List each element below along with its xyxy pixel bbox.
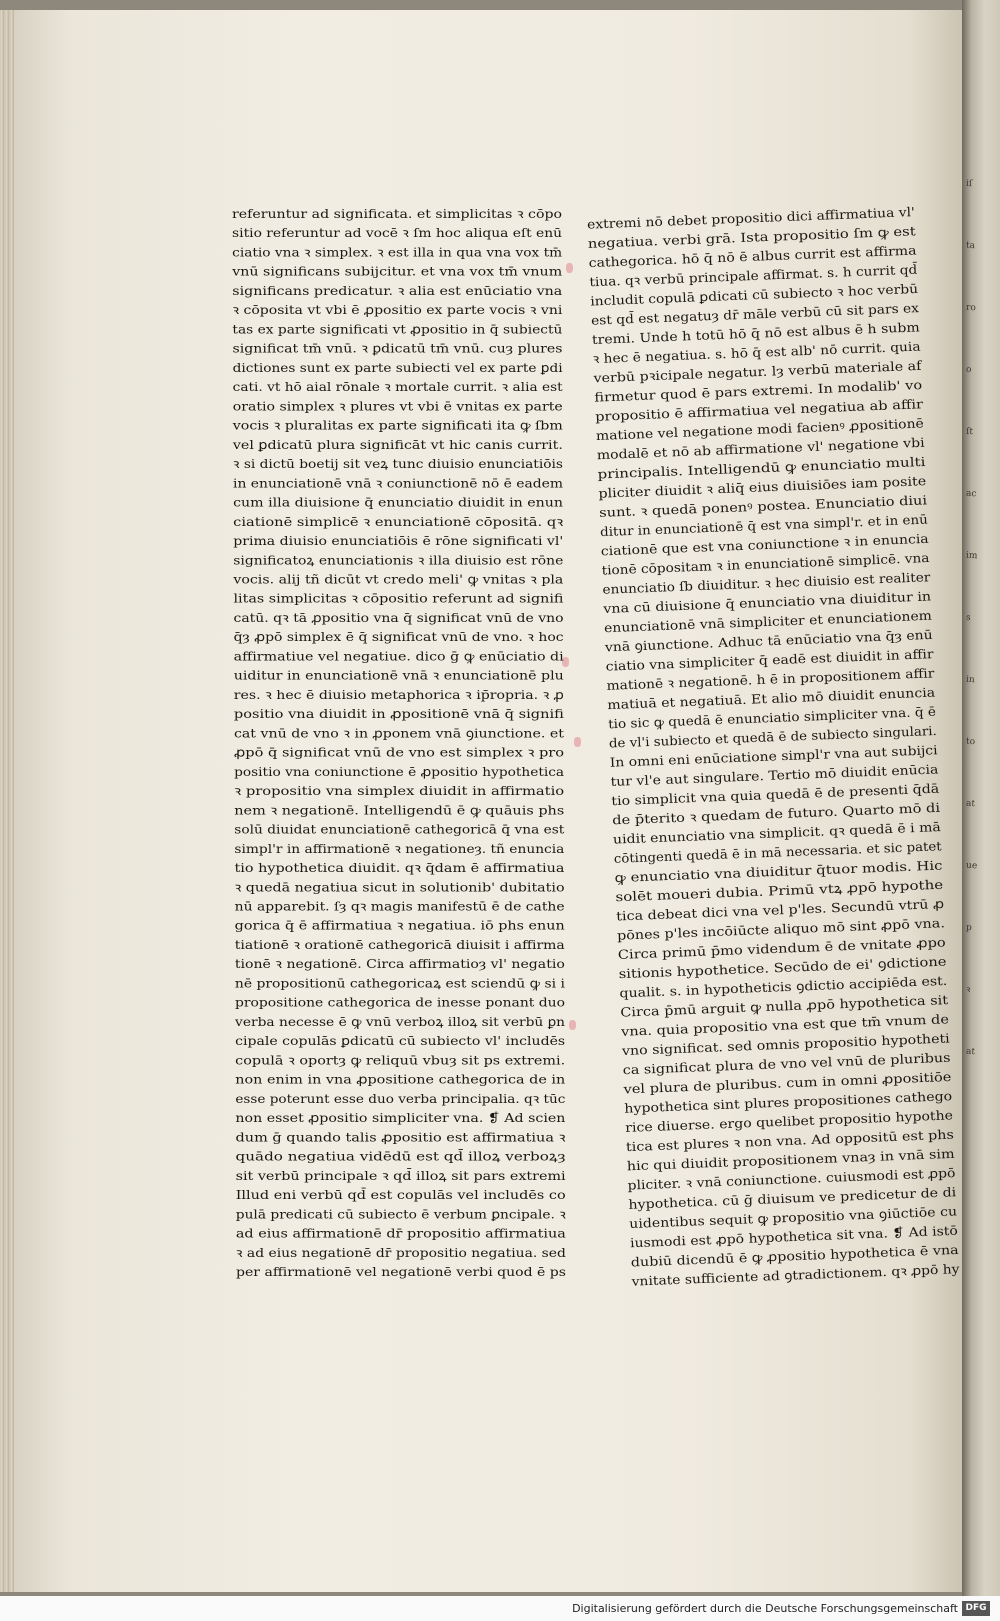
text-line: nū apparebit. ſȝ qꝛ magis manifestū ē de cathe [234, 898, 565, 914]
text-line: ciatio vna ꝛ simplex. ꝛ est illa in qua vna vox tm̄ [232, 244, 563, 260]
text-line: vna cū diuisione q̄ enunciatio vna diuiditur in [602, 590, 891, 617]
text-line: esse poterunt esse duo verba principalia. qꝛ tūc [235, 1090, 566, 1106]
text-line: propositio ē affirmatiua vel negatiua ab affir [594, 398, 877, 424]
text-line: uidit enunciatio vna simplicit. qꝛ quedā ē i mā [612, 820, 905, 847]
text-line: mationē ꝛ negationē. h ē in propositionem affir [606, 666, 904, 693]
facing-page-fragment: im [965, 550, 978, 562]
facing-page-fragment: in [965, 674, 976, 686]
text-line: Illud eni verbū qd̄ est copulās vel includēs co [235, 1187, 566, 1203]
text-line: qualit. s. in hypotheticis ꝯdictio accipiēda est. [619, 974, 910, 1001]
text-line: includit copulā ꝑdicati cū subiecto ꝛ hoc verbū [590, 282, 886, 309]
text-line: enunciatio ſb diuiditur. ꝛ hec diuisio est realiter [602, 570, 904, 597]
text-line: cati. vt hō aial rōnale ꝛ mortale currit. ꝛ alia est [232, 379, 563, 395]
text-line: verba necesse ē ꝙ vnū verboꝝ illoꝝ sit verbū ꝑn [235, 1013, 535, 1029]
text-line: matione vel negatione modi facienꝰ ꝓpositionē [595, 416, 891, 444]
text-line: nē propositionū cathegoricaꝝ est sciendū ꝙ si i [234, 975, 532, 991]
dfg-logo: DFG [962, 1601, 990, 1616]
text-line: vocis ꝛ pluralitas ex parte significati ita ꝙ ſbm [232, 417, 524, 433]
text-line: pulā predicati cū subiecto ē verbum ꝑncipale. ꝛ [235, 1206, 566, 1222]
text-line: simpl'r in affirmationē ꝛ negationeȝ. tñ enuncia [234, 840, 565, 856]
text-line: cipale copulās ꝑdicatū cū subiecto vl' includēs [235, 1033, 566, 1049]
text-line: uidentibus sequit ꝙ propositio vna ꝯiūctiōe cu [628, 1204, 921, 1232]
text-line: est qd̄ est negatuȝ dr̄ māle verbū cū sit pars ex [590, 301, 890, 328]
text-line: tur vl'e aut singulare. Tertio mō diuidit enūcia [610, 762, 903, 789]
text-line: propositione cathegorica de inesse ponant duo [234, 994, 565, 1010]
text-line: ꝙ enunciatio vna diuiditur q̄tuor modis. Hic [614, 859, 891, 886]
text-line: vnā ꝯiunctione. Adhuc tā enūciatio vna q̄ȝ enū [604, 628, 898, 655]
text-line: cōtingenti quedā ē in mā necessaria. et sic patet [613, 839, 922, 866]
facing-page-fragment: to [965, 736, 976, 748]
text-line: tio simplicit vna quia quedā ē de presenti q̄dā [611, 782, 902, 809]
text-line: In omni eni enūciatione simpl'r vna aut subijci [609, 743, 904, 770]
text-line: vno significat. sed omnis propositio hypotheti [621, 1032, 911, 1059]
text-line: cum illa diuisione q̄ enunciatio diuidit in enun [233, 494, 564, 510]
text-line: significatoꝝ enunciationis ꝛ illa diuisio est rōne [233, 552, 564, 568]
text-line: vocis. alij tñ dicūt vt credo meli' ꝙ vnitas ꝛ pla [233, 571, 526, 587]
text-line: solēt moueri dubia. Primū vtꝝ ꝓpō hypothe [615, 878, 888, 905]
text-line: vnitate sufficiente ad ꝯtradictionem. qꝛ ꝓpō hy [631, 1262, 928, 1289]
text-line: vnū significans subijcitur. et vna vox tm̄ vnum [231, 263, 563, 279]
text-line: quādo negatiua vidēdū est qd̄ illoꝝ verboꝝȝ [235, 1148, 566, 1164]
text-line: ꝛ hec ē negatiua. s. hō q̄ est alb' nō currit. quia [592, 339, 891, 367]
text-line: ꝛ si dictū boetij sit veꝝ tunc diuisio enunciatiōis [232, 456, 563, 472]
text-line: enunciationē vnā simpliciter et enunciationem [603, 608, 899, 636]
text-line: Circa primū p̄mo videndum ē de vnitate ꝓpo [617, 936, 900, 962]
text-line: hypothetica sint plures propositiones cathego [624, 1089, 915, 1116]
text-line: tica debeat dici vna vel p'les. Secundū vtrū ꝓ [615, 897, 904, 924]
text-line: ꝛ cōposita vt vbi ē ꝓpositio ex parte vocis ꝛ vni [232, 302, 563, 318]
text-line: per affirmationē vel negationē verbi quod ē ps [236, 1264, 566, 1279]
text-line: gorica q̄ ē affirmatiua ꝛ negatiua. iō phs enun [234, 917, 565, 933]
text-line: vel plura de pluribus. cum in omni ꝓpositiōe [623, 1070, 906, 1097]
text-line: litas simplicitas ꝛ cōpositio referunt ad signifi [233, 590, 565, 606]
text-line: solū diuidat enunciationē cathegoricā q̄ vna est [234, 821, 565, 837]
text-line: catū. qꝛ tā ꝓpositio vna q̄ significat vnū de vno [233, 609, 564, 625]
text-line: tio hypothetica diuidit. qꝛ q̄dam ē affirmatiua [234, 860, 566, 876]
text-line: dictiones sunt ex parte subiecti vel ex parte ꝑdi [232, 359, 563, 375]
text-line: non esset ꝓpositio simpliciter vna. ❡ Ad scien [235, 1110, 566, 1126]
facing-page-fragment: at [965, 798, 976, 810]
text-line: nem ꝛ negationē. Intelligendū ē ꝙ quāuis phs [234, 802, 521, 818]
right-text-column [586, 204, 961, 1289]
text-line: extremi nō debet propositio dici affirmatiua vl' [586, 205, 883, 232]
facing-page-fragment: o [965, 364, 972, 376]
text-line: prima diuisio enunciatiōis ē rōne significati vl' [233, 533, 564, 549]
text-line: oratio simplex ꝛ plures vt vbi ē vnitas ex parte [232, 398, 563, 414]
text-line: ciatio vna simpliciter q̄ eadē est diuidit in affir [605, 647, 900, 674]
text-line: de vl'i subiecto et quedā ē de subiecto singulari. [608, 723, 916, 751]
text-line: uiditur in enunciationē vnā ꝛ enunciationē plu [233, 667, 564, 683]
text-line: q̄ȝ ꝓpō simplex ē q̄ significat vnū de vno. ꝛ hoc [233, 629, 564, 645]
text-line: de p̄terito ꝛ quedam de futuro. Quarto mō di [611, 801, 894, 828]
text-line: ciationē que est vna coniunctione ꝛ in enuncia [600, 532, 894, 559]
text-line: significat tm̄ vnū. ꝛ ꝑdicatū tm̄ vnū. cuȝ plures [232, 340, 563, 356]
facing-page-fragment: ro [965, 302, 977, 314]
text-line: non enim in vna ꝓpositione cathegorica de in [235, 1071, 566, 1087]
facing-page-fragment: ta [965, 240, 976, 252]
text-line: vel ꝑdicatū plura significāt vt hic canis currit. [231, 436, 563, 452]
text-line: dum ḡ quando talis ꝓpositio est affirmatiua ꝛ [235, 1129, 566, 1145]
text-line: tiua. qꝛ verbū principale affirmat. s. h currit qd̄ [589, 262, 890, 290]
facing-page-fragment: ꝛ [965, 984, 971, 996]
text-line: sunt. ꝛ quedā ponenꝰ postea. Enunciatio diui [598, 494, 882, 520]
text-line: negatiua. verbi grā. Ista propositio ſm ꝙ est [587, 225, 866, 251]
text-line: affirmatiue vel negatiue. dico ḡ ꝙ enūciatio di [233, 648, 524, 664]
text-line: iusmodi est ꝓpō hypothetica sit vna. ❡ Ad istō [629, 1224, 923, 1251]
facing-page-fragment: ue [965, 860, 978, 872]
facing-page-fragment: iſ [965, 178, 973, 190]
text-line: tionē cōpositam ꝛ in enunciationē simplicē. vna [601, 551, 902, 578]
text-line: sitionis hypothetice. Secūdo de ei' ꝯdictione [618, 955, 898, 982]
text-line: pliciter. ꝛ vnā coniunctione. cuiusmodi est ꝓpō [627, 1166, 922, 1193]
text-line: ꝛ quedā negatiua sicut in solutionib' dubitatio [234, 879, 565, 895]
text-line: tio sic ꝙ quedā ē enunciatio simpliciter vna. q̄ ē [607, 704, 910, 732]
text-line: cat vnū de vno ꝛ in ꝓponem vnā ꝯiunctione. et [233, 725, 564, 741]
text-line: referuntur ad significata. et simplicitas ꝛ cōpo [232, 206, 562, 221]
text-line: tionē ꝛ negationē. Circa affirmatioȝ vl' negatio [234, 956, 565, 972]
text-line: Circa p̄mū arguit ꝙ nulla ꝓpō hypothetica sit [620, 993, 905, 1020]
text-line: tremi. Unde h totū hō q̄ nō est albus ē h subm [591, 320, 884, 347]
text-line: ꝛ ad eius negationē dr̄ propositio negatiua. sed [235, 1244, 566, 1260]
text-line: tas ex parte significati vt ꝓpositio in q̄ subiectū [232, 321, 563, 337]
text-line: tiationē ꝛ orationē cathegoricā diuisit i affirma [234, 936, 566, 952]
text-line: pōnes p'les incōiūcte aliquo mō sint ꝓpō vna. [616, 916, 904, 943]
text-line: rice diuerse. ergo quelibet propositio hypothe [624, 1108, 917, 1135]
footer-credit: Digitalisierung gefördert durch die Deutsche Forschungsgemeinschaft [572, 1602, 958, 1615]
text-line: sit verbū principale ꝛ qd̄ illoꝝ sit pars extremi [235, 1167, 566, 1183]
text-line: vna. quia propositio vna est que tm̄ vnum de [620, 1013, 904, 1039]
facing-page-fragment: ſt [965, 426, 974, 438]
text-line: matiuā et negatiuā. Et alio mō diuidit enuncia [607, 685, 899, 713]
text-line: ditur in enunciationē q̄ est vna simpl'r. et in enū [599, 512, 905, 540]
facing-page-fragment: s [965, 612, 972, 624]
text-line: sitio referuntur ad vocē ꝛ ſm hoc aliqua eſt enū [232, 225, 563, 241]
text-line: ca significat plura de vno vel vnū de pluribus [622, 1051, 909, 1078]
text-line: positio vna diuidit in ꝓpositionē vnā q̄ signifi [233, 706, 565, 722]
left-text-column [231, 206, 566, 1279]
text-line: in enunciationē vnā ꝛ coniunctionē nō ē eadem [233, 475, 564, 491]
text-line: hypothetica. cū ḡ diuisum ve predicetur de di [628, 1185, 917, 1212]
text-line: positio vna coniunctione ē ꝓpositio hypothetica [234, 763, 565, 779]
text-line: res. ꝛ hec ē diuisio metaphorica ꝛ ip̄ropria. ꝛ ꝓ [233, 686, 564, 702]
facing-page-fragment: p [965, 922, 973, 934]
text-line: ꝛ propositio vna simplex diuidit in affirmatio [234, 783, 565, 799]
facing-page-fragment: at [965, 1046, 976, 1058]
text-line: dubiū dicendū ē ꝙ ꝓpositio hypothetica ē vna [630, 1243, 919, 1270]
text-line: cathegorica. hō q̄ nō ē albus currit est affirma [588, 243, 881, 271]
text-line: verbū pꝛicipale negatur. lȝ verbū materiale af [593, 359, 882, 386]
text-line: principalis. Intelligendū ꝙ enunciatio multi [597, 456, 871, 482]
text-line: pliciter diuidit ꝛ aliq̄ eius diuisiōes iam posite [598, 474, 886, 501]
text-line: significans predicatur. ꝛ alia est enūciatio vna [232, 282, 563, 298]
text-line: firmetur quod ē pars extremi. In modalib' vo [594, 378, 877, 405]
text-line: modalē et nō ab affirmatione vl' negatione vbi [596, 436, 889, 463]
text-line: ciationē simplicē ꝛ enunciationē cōpositā. qꝛ [233, 513, 564, 529]
facing-page-fragment: ac [965, 488, 977, 500]
text-line: hic qui diuidit propositionem vnaȝ in vnā sim [626, 1147, 913, 1174]
text-line: tica est plures ꝛ non vna. Ad oppositū est phs [625, 1128, 913, 1155]
text-line: ad eius affirmationē dr̄ propositio affirmatiua [235, 1225, 567, 1241]
text-line: ꝓpō q̄ significat vnū de vno est simplex ꝛ pro [234, 744, 565, 760]
text-line: copulā ꝛ oportȝ ꝙ reliquū vbuȝ sit ps extremi. [235, 1052, 523, 1068]
